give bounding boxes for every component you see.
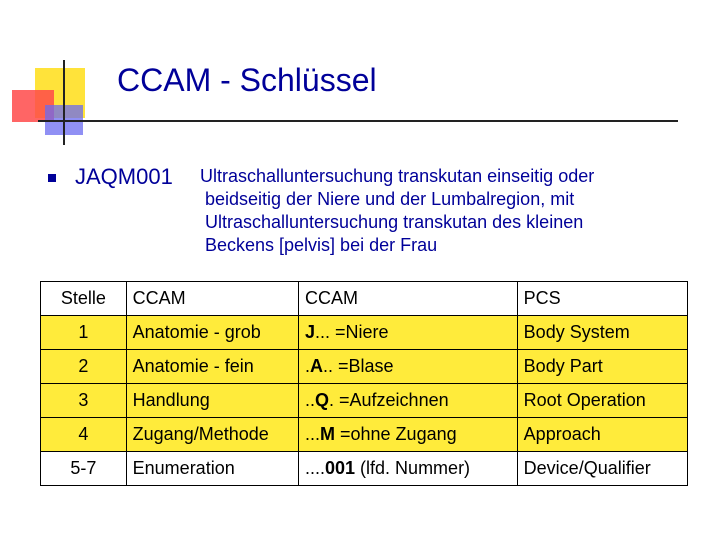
code-prefix: .... — [304, 458, 325, 478]
code-char: 001 — [325, 458, 356, 478]
cell-pcs: Body System — [517, 316, 687, 350]
code-prefix: . — [304, 356, 310, 376]
code-prefix: .. — [304, 390, 315, 410]
header-stelle: Stelle — [41, 282, 127, 316]
cell-code — [298, 316, 517, 350]
table-row — [41, 350, 688, 384]
description-line: Ultraschalluntersuchung transkutan des kleinen — [205, 212, 584, 232]
decor-vertical-line — [63, 60, 65, 145]
code-char: M — [320, 424, 335, 444]
cell-ccam: Anatomie - fein — [126, 350, 298, 384]
cell-ccam: Handlung — [126, 384, 298, 418]
cell-pcs: Approach — [517, 418, 687, 452]
code-prefix: ... — [304, 424, 320, 444]
slide-title: CCAM - Schlüssel — [117, 62, 377, 98]
code-meaning: ... =Niere — [315, 322, 389, 342]
cell-ccam: Zugang/Methode — [126, 418, 298, 452]
cell-pcs: Root Operation — [517, 384, 687, 418]
description-line: Beckens [pelvis] bei der Frau — [205, 235, 438, 255]
description-line: beidseitig der Niere und der Lumbalregion, mit — [205, 189, 575, 209]
code-meaning: (lfd. Nummer) — [355, 458, 471, 478]
code-meaning: .. =Blase — [323, 356, 394, 376]
header-pcs: PCS — [517, 282, 687, 316]
bullet-icon — [48, 174, 56, 182]
table-row — [41, 384, 688, 418]
cell-pcs: Body Part — [517, 350, 687, 384]
cell-code — [298, 418, 517, 452]
decor-horizontal-line — [38, 120, 678, 122]
code-char: J — [304, 322, 315, 342]
table-row — [41, 418, 688, 452]
table-row — [41, 452, 688, 486]
cell-ccam: Anatomie - grob — [126, 316, 298, 350]
procedure-description — [200, 165, 670, 257]
cell-stelle: 1 — [41, 316, 127, 350]
header-ccam-code: CCAM — [298, 282, 517, 316]
description-line: Ultraschalluntersuchung transkutan einseitig oder — [200, 166, 595, 186]
cell-pcs: Device/Qualifier — [517, 452, 687, 486]
table-header-row — [41, 282, 688, 316]
code-structure-table — [40, 281, 688, 486]
cell-code — [298, 452, 517, 486]
cell-stelle: 4 — [41, 418, 127, 452]
code-char: Q — [315, 390, 330, 410]
cell-stelle: 3 — [41, 384, 127, 418]
table-row — [41, 316, 688, 350]
cell-code — [298, 350, 517, 384]
cell-stelle: 2 — [41, 350, 127, 384]
cell-code — [298, 384, 517, 418]
code-char: A — [310, 356, 323, 376]
code-meaning: . =Aufzeichnen — [329, 390, 449, 410]
code-meaning: =ohne Zugang — [335, 424, 457, 444]
cell-ccam: Enumeration — [126, 452, 298, 486]
cell-stelle: 5-7 — [41, 452, 127, 486]
procedure-code: JAQM001 — [75, 164, 173, 189]
header-ccam: CCAM — [126, 282, 298, 316]
